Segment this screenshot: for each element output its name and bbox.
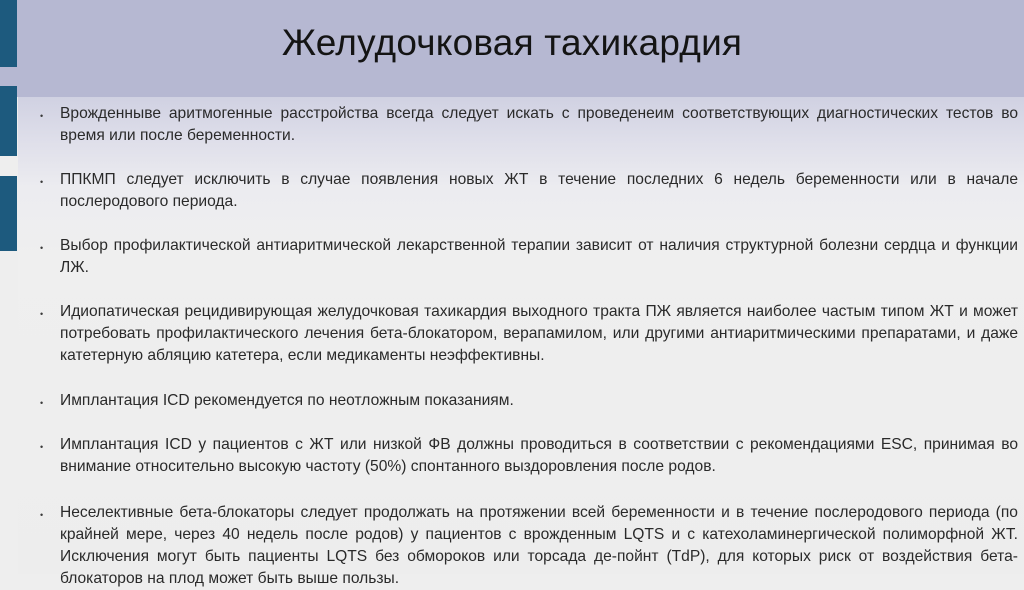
bullet-dot-icon: • xyxy=(40,309,44,319)
slide-title: Желудочковая тахикардия xyxy=(281,22,743,63)
bullet-text: Врожденныве аритмогенные расстройства всегда следует искать с проведенеим соответствующих диагностических тестов во время или после беременности. xyxy=(60,105,1018,144)
bullet-dot-icon: • xyxy=(40,177,44,187)
bullet-dot-icon: • xyxy=(40,111,44,121)
bullet-dot-icon: • xyxy=(40,442,44,452)
accent-bar xyxy=(0,86,17,156)
bullet-text: Имплантация ICD рекомендуется по неотложным показаниям. xyxy=(60,392,514,409)
accent-bar xyxy=(0,176,17,251)
bullet-text: ППКМП следует исключить в случае появления новых ЖТ в течение последних 6 недель беременности или в начале послеродового периода. xyxy=(60,171,1018,210)
bullet-dot-icon: • xyxy=(40,243,44,253)
bullet-text: Выбор профилактической антиаритмической лекарственной терапии зависит от наличия структурной болезни сердца и функции ЛЖ. xyxy=(60,237,1018,276)
bullet-dot-icon: • xyxy=(40,510,44,520)
bullet-text: Имплантация ICD у пациентов с ЖТ или низкой ФВ должны проводиться в соответствии с рекомендациями ESC, принимая во внимание относительно высокую частоту (50%) спонтанного выздоровления после родов. xyxy=(60,436,1018,475)
bullet-text: Идиопатическая рецидивирующая желудочковая тахикардия выходного тракта ПЖ является наиболее частым типом ЖТ и может потребовать профилактического лечения бета-блокатором, верапамилом, или другими антиаритмическими препаратами, и даже катетерную абляцию катетера, если медикаменты неэффективны. xyxy=(60,303,1018,364)
content-panel xyxy=(18,97,1024,587)
bullet-dot-icon: • xyxy=(40,398,44,408)
bullet-text: Неселективные бета-блокаторы следует продолжать на протяжении всей беременности и в течение послеродового периода (по крайней мере, через 40 недель после родов) у пациентов с врожденным LQTS и с катехоламинергической полиморфной ЖТ. Исключения могут быть пациенты LQTS без обмороков или торсада де-пойнт (TdP), для которых риск от воздействия бета-блокаторов на плод может быть выше пользы. xyxy=(60,504,1018,587)
